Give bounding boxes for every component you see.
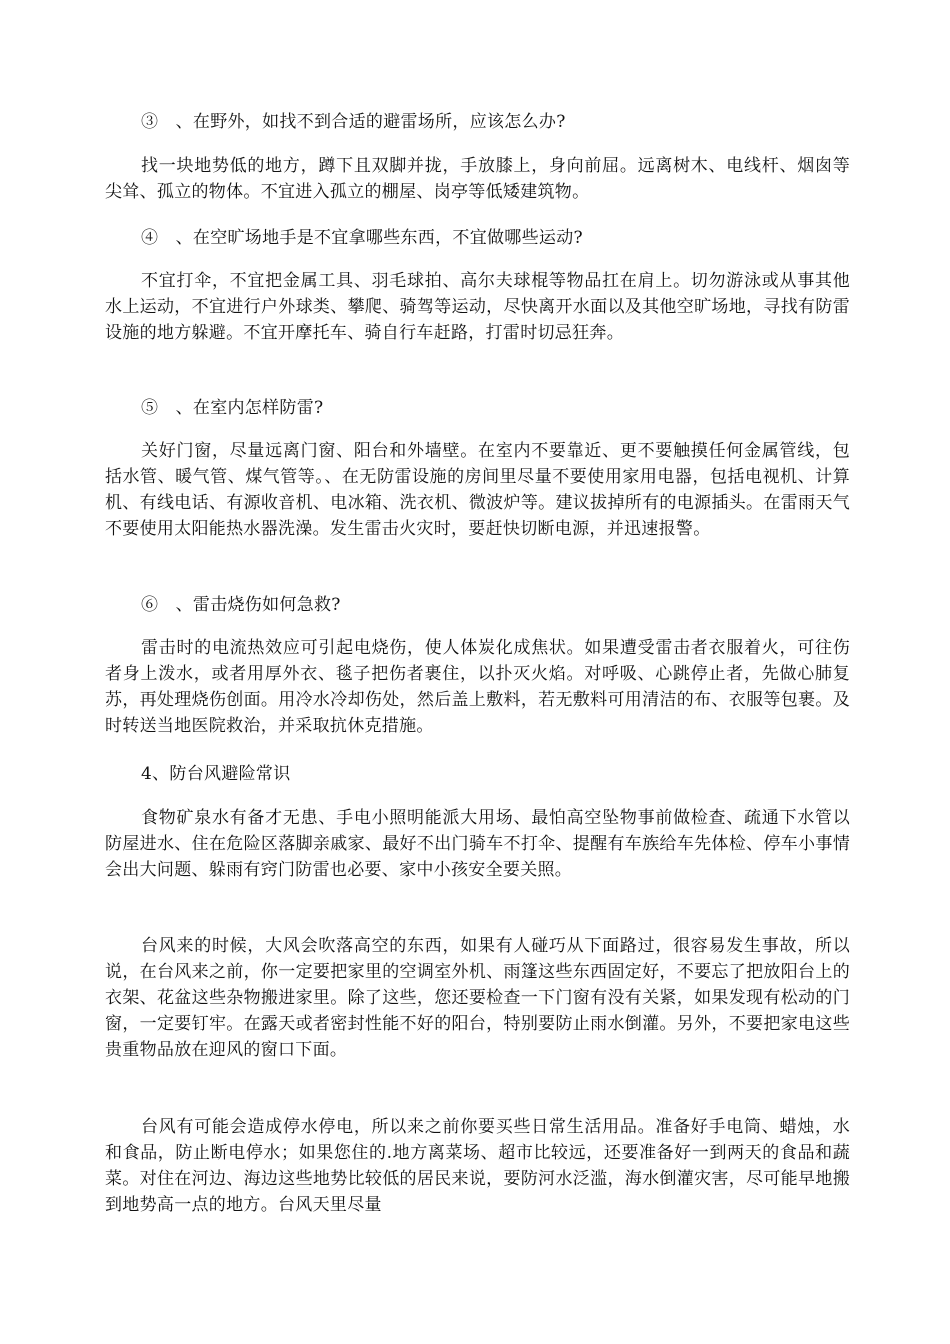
section-4-paragraph-1: 食物矿泉水有备才无患、手电小照明能派大用场、最怕高空坠物事前做检查、疏通下水管以防屋进水、住在危险区落脚亲戚家、最好不出门骑车不打伞、提醒有车族给车先体检、停车小事情会出大问题、躲雨有窍门防雷也必要、家中小孩安全要关照。 [105, 808, 850, 880]
question-3-answer: 找一块地势低的地方，蹲下且双脚并拢，手放膝上，身向前屈。远离树木、电线杆、烟囱等尖耸、孤立的物体。不宜进入孤立的棚屋、岗亭等低矮建筑物。 [105, 156, 850, 202]
question-4-answer: 不宜打伞，不宜把金属工具、羽毛球拍、高尔夫球棍等物品扛在肩上。切勿游泳或从事其他水上运动，不宜进行户外球类、攀爬、骑驾等运动，尽快离开水面以及其他空旷场地，寻找有防雷设施的地方躲避。不宜开摩托车、骑自行车赶路，打雷时切忌狂奔。 [105, 271, 850, 343]
section-4-paragraph-2: 台风来的时候，大风会吹落高空的东西，如果有人碰巧从下面路过，很容易发生事故，所以说，在台风来之前，你一定要把家里的空调室外机、雨篷这些东西固定好，不要忘了把放阳台上的衣架、花盆这些杂物搬进家里。除了这些，您还要检查一下门窗有没有关紧，如果发现有松动的门窗，一定要钉牢。在露天或者密封性能不好的阳台，特别要防止雨水倒灌。另外，不要把家电这些贵重物品放在迎风的窗口下面。 [105, 936, 850, 1060]
question-4-heading: ④ 、在空旷场地手是不宜拿哪些东西，不宜做哪些运动? [141, 228, 583, 248]
question-6-heading: ⑥ 、雷击烧伤如何急救? [141, 595, 341, 615]
question-5-heading: ⑤ 、在室内怎样防雷? [141, 398, 324, 418]
section-4-paragraph-3: 台风有可能会造成停水停电，所以来之前你要买些日常生活用品。准备好手电筒、蜡烛，水和食品，防止断电停水；如果您住的.地方离菜场、超市比较远，还要准备好一到两天的食品和蔬菜。对住在河边、海边这些地势比较低的居民来说，要防河水泛滥，海水倒灌灾害，尽可能早地搬到地势高一点的地方。台风天里尽量 [105, 1117, 850, 1215]
question-5-answer: 关好门窗，尽量远离门窗、阳台和外墙壁。在室内不要靠近、更不要触摸任何金属管线，包括水管、暖气管、煤气管等。、在无防雷设施的房间里尽量不要使用家用电器，包括电视机、计算机、有线电话、有源收音机、电冰箱、洗衣机、微波炉等。建议拔掉所有的电源插头。在雷雨天气不要使用太阳能热水器洗澡。发生雷击火灾时，要赶快切断电源，并迅速报警。 [105, 441, 850, 539]
section-4-heading: 4、防台风避险常识 [141, 764, 291, 784]
question-3-heading: ③ 、在野外，如找不到合适的避雷场所，应该怎么办? [141, 112, 566, 132]
question-6-answer: 雷击时的电流热效应可引起电烧伤，使人体炭化成焦状。如果遭受雷击者衣服着火，可往伤者身上泼水，或者用厚外衣、毯子把伤者裹住，以扑灭火焰。对呼吸、心跳停止者，先做心肺复苏，再处理烧伤创面。用冷水冷却伤处，然后盖上敷料，若无敷料可用清洁的布、衣服等包裹。及时转送当地医院救治，并采取抗休克措施。 [105, 638, 850, 736]
